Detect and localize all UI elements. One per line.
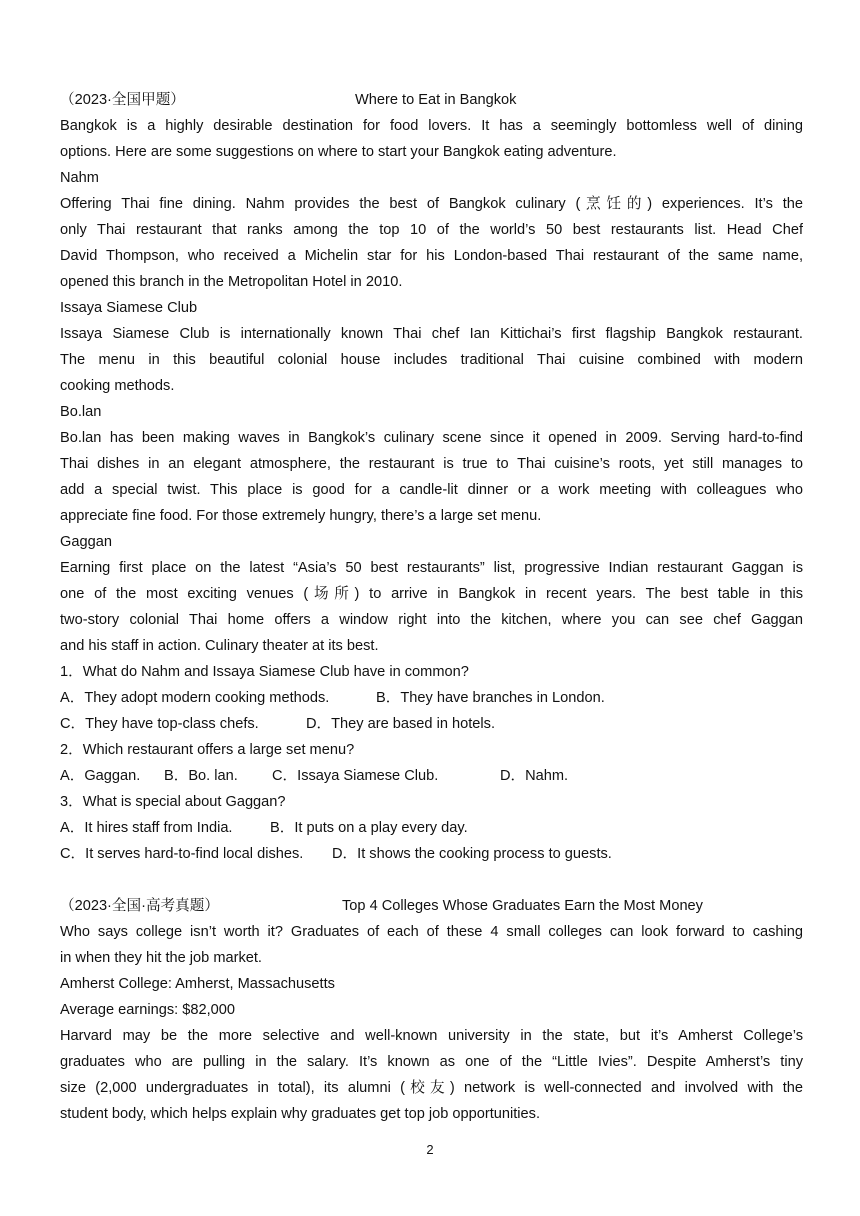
paragraph-line: David Thompson, who received a Michelin star for his London-based Thai restaurant of the same name, xyxy=(60,248,803,264)
option-c: C．Issaya Siamese Club. xyxy=(272,768,439,784)
option-row xyxy=(60,841,803,867)
option-row xyxy=(60,763,803,789)
paragraph-line: Earning first place on the latest “Asia’s 50 best restaurants” list, progressive Indian restaurant Gaggan is xyxy=(60,560,803,576)
paragraph-line: Bangkok is a highly desirable destination for food lovers. It has a seemingly bottomless well of dining xyxy=(60,118,803,134)
document-page xyxy=(60,87,803,1127)
option-a: A．They adopt modern cooking methods. xyxy=(60,690,330,706)
option-b: B．They have branches in London. xyxy=(376,690,605,706)
option-row xyxy=(60,685,803,711)
paragraph-line: two-story colonial Thai home offers a window right into the kitchen, where you can see chef Gaggan xyxy=(60,612,803,628)
question-stem: 2．Which restaurant offers a large set menu? xyxy=(60,742,355,758)
restaurant-heading: Bo.lan xyxy=(60,404,102,420)
restaurant-heading: Issaya Siamese Club xyxy=(60,300,198,316)
paragraph-line: Issaya Siamese Club is internationally known Thai chef Ian Kittichai’s first flagship Bangkok restaurant. xyxy=(60,326,803,342)
paragraph-line: student body, which helps explain why graduates get top job opportunities. xyxy=(60,1106,541,1122)
paragraph-line: Offering Thai fine dining. Nahm provides the best of Bangkok culinary (烹饪的) experiences. It’s the xyxy=(60,196,803,212)
option-a: A．It hires staff from India. xyxy=(60,820,233,836)
paragraph-line: Bo.lan has been making waves in Bangkok’s culinary scene since it opened in 2009. Serving hard-to-find xyxy=(60,430,803,446)
paragraph-line: cooking methods. xyxy=(60,378,175,394)
paragraph-line: appreciate fine food. For those extremely hungry, there’s a large set menu. xyxy=(60,508,542,524)
page-number: 2 xyxy=(426,1142,434,1157)
restaurant-heading: Gaggan xyxy=(60,534,112,550)
question-source: （2023·全国甲题） xyxy=(60,92,185,108)
paragraph-line: The menu in this beautiful colonial house includes traditional Thai cuisine combined with modern xyxy=(60,352,803,368)
paragraph-line: Thai dishes in an elegant atmosphere, the restaurant is true to Thai cuisine’s roots, yet still manages to xyxy=(60,456,803,472)
average-earnings: Average earnings: $82,000 xyxy=(60,1002,235,1018)
passage-header xyxy=(60,893,803,919)
option-d: D．It shows the cooking process to guests. xyxy=(332,846,612,862)
option-c: C．It serves hard-to-find local dishes. xyxy=(60,846,304,862)
option-a: A．Gaggan. xyxy=(60,768,141,784)
paragraph-line: in when they hit the job market. xyxy=(60,950,262,966)
paragraph-line: size (2,000 undergraduates in total), its alumni (校友) network is well-connected and involved with the xyxy=(60,1080,803,1096)
option-b: B．It puts on a play every day. xyxy=(270,820,468,836)
restaurant-heading: Nahm xyxy=(60,170,99,186)
passage-header xyxy=(60,87,803,113)
option-d: D．They are based in hotels. xyxy=(306,716,496,732)
option-row xyxy=(60,815,803,841)
option-d: D．Nahm. xyxy=(500,768,569,784)
paragraph-line: and his staff in action. Culinary theater at its best. xyxy=(60,638,379,654)
section-gap xyxy=(60,867,803,893)
paragraph-line: one of the most exciting venues (场所) to arrive in Bangkok in recent years. The best table in this xyxy=(60,586,803,602)
paragraph-line: opened this branch in the Metropolitan Hotel in 2010. xyxy=(60,274,403,290)
question-stem: 3．What is special about Gaggan? xyxy=(60,794,286,810)
paragraph-line: only Thai restaurant that ranks among the top 10 of the world’s 50 best restaurants list. Head Chef xyxy=(60,222,803,238)
paragraph-line: Who says college isn’t worth it? Graduates of each of these 4 small colleges can look forward to cashing xyxy=(60,924,803,940)
option-row xyxy=(60,711,803,737)
paragraph-line: graduates who are pulling in the salary. It’s known as one of the “Little Ivies”. Despite Amherst’s tiny xyxy=(60,1054,803,1070)
passage-title: Top 4 Colleges Whose Graduates Earn the Most Money xyxy=(342,898,703,914)
option-b: B．Bo. lan. xyxy=(164,768,238,784)
passage-title: Where to Eat in Bangkok xyxy=(355,92,517,108)
college-heading: Amherst College: Amherst, Massachusetts xyxy=(60,976,335,992)
option-c: C．They have top-class chefs. xyxy=(60,716,259,732)
paragraph-line: options. Here are some suggestions on where to start your Bangkok eating adventure. xyxy=(60,144,617,160)
paragraph-line: add a special twist. This place is good for a candle-lit dinner or a work meeting with colleagues who xyxy=(60,482,803,498)
paragraph-line: Harvard may be the more selective and well-known university in the state, but it’s Amherst College’s xyxy=(60,1028,803,1044)
question-stem: 1．What do Nahm and Issaya Siamese Club have in common? xyxy=(60,664,469,680)
question-source: （2023·全国·高考真题） xyxy=(60,898,219,914)
